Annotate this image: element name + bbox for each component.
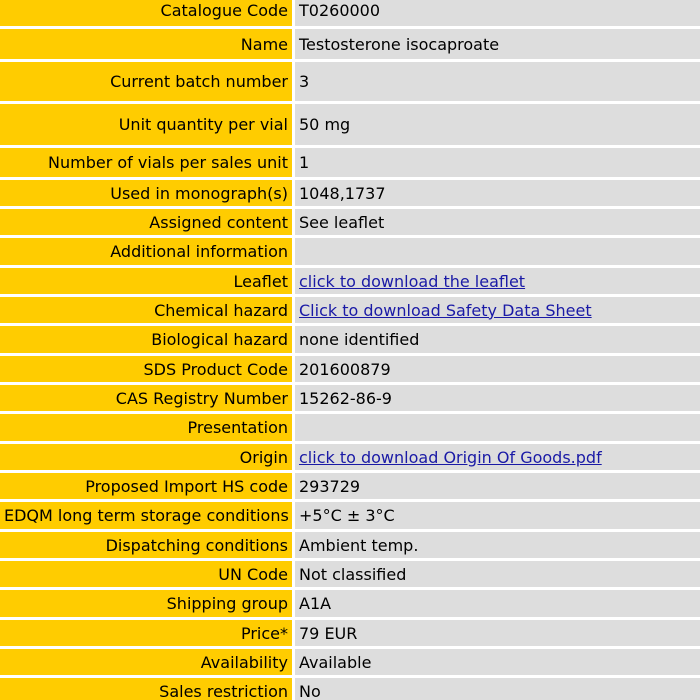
assigned-content-value: See leaflet bbox=[295, 209, 700, 238]
un-code-value: Not classified bbox=[295, 561, 700, 590]
table-row-used-in-monographs bbox=[0, 180, 700, 209]
additional-information-label: Additional information bbox=[0, 238, 295, 268]
origin-of-goods-link[interactable]: click to download Origin Of Goods.pdf bbox=[299, 447, 602, 467]
name-label: Name bbox=[0, 29, 295, 62]
sales-restriction-label: Sales restriction bbox=[0, 678, 295, 700]
table-row-additional-information bbox=[0, 238, 700, 268]
assigned-content-label: Assigned content bbox=[0, 209, 295, 238]
sds-product-code-label: SDS Product Code bbox=[0, 356, 295, 385]
proposed-import-hs-code-label: Proposed Import HS code bbox=[0, 473, 295, 502]
table-row-un-code bbox=[0, 561, 700, 590]
origin-cell bbox=[295, 444, 700, 473]
table-row-cas-registry-number bbox=[0, 385, 700, 414]
number-of-vials-value: 1 bbox=[295, 148, 700, 180]
catalogue-code-label: Catalogue Code bbox=[0, 0, 295, 29]
dispatching-conditions-label: Dispatching conditions bbox=[0, 532, 295, 561]
sales-restriction-value: No bbox=[295, 678, 700, 700]
table-row-leaflet bbox=[0, 268, 700, 297]
name-value: Testosterone isocaproate bbox=[295, 29, 700, 62]
presentation-label: Presentation bbox=[0, 414, 295, 444]
table-row-presentation bbox=[0, 414, 700, 444]
dispatching-conditions-value: Ambient temp. bbox=[295, 532, 700, 561]
table-row-catalogue-code bbox=[0, 0, 700, 29]
chemical-hazard-cell bbox=[295, 297, 700, 326]
sds-product-code-value: 201600879 bbox=[295, 356, 700, 385]
storage-conditions-label: EDQM long term storage conditions bbox=[0, 502, 295, 532]
un-code-label: UN Code bbox=[0, 561, 295, 590]
current-batch-number-value: 3 bbox=[295, 62, 700, 104]
table-row-origin bbox=[0, 444, 700, 473]
additional-information-value bbox=[295, 238, 700, 268]
presentation-value bbox=[295, 414, 700, 444]
table-row-assigned-content bbox=[0, 209, 700, 238]
leaflet-cell bbox=[295, 268, 700, 297]
table-row-current-batch-number bbox=[0, 62, 700, 104]
availability-value: Available bbox=[295, 649, 700, 678]
table-row-price bbox=[0, 620, 700, 649]
unit-quantity-per-vial-label: Unit quantity per vial bbox=[0, 104, 295, 148]
used-in-monographs-label: Used in monograph(s) bbox=[0, 180, 295, 209]
availability-label: Availability bbox=[0, 649, 295, 678]
table-row-shipping-group bbox=[0, 590, 700, 620]
proposed-import-hs-code-value: 293729 bbox=[295, 473, 700, 502]
price-value: 79 EUR bbox=[295, 620, 700, 649]
leaflet-label: Leaflet bbox=[0, 268, 295, 297]
used-in-monographs-value: 1048,1737 bbox=[295, 180, 700, 209]
table-row-biological-hazard bbox=[0, 326, 700, 356]
table-row-availability bbox=[0, 649, 700, 678]
price-label: Price* bbox=[0, 620, 295, 649]
number-of-vials-label: Number of vials per sales unit bbox=[0, 148, 295, 180]
leaflet-download-link[interactable]: click to download the leaflet bbox=[299, 271, 526, 291]
table-row-name bbox=[0, 29, 700, 62]
table-row-dispatching-conditions bbox=[0, 532, 700, 561]
catalogue-code-value: T0260000 bbox=[295, 0, 700, 29]
current-batch-number-label: Current batch number bbox=[0, 62, 295, 104]
table-row-proposed-import-hs-code bbox=[0, 473, 700, 502]
cas-registry-number-label: CAS Registry Number bbox=[0, 385, 295, 414]
storage-conditions-value: +5°C ± 3°C bbox=[295, 502, 700, 532]
table-row-chemical-hazard bbox=[0, 297, 700, 326]
biological-hazard-value: none identified bbox=[295, 326, 700, 356]
shipping-group-value: A1A bbox=[295, 590, 700, 620]
unit-quantity-per-vial-value: 50 mg bbox=[295, 104, 700, 148]
chemical-hazard-label: Chemical hazard bbox=[0, 297, 295, 326]
table-row-number-of-vials bbox=[0, 148, 700, 180]
cas-registry-number-value: 15262-86-9 bbox=[295, 385, 700, 414]
shipping-group-label: Shipping group bbox=[0, 590, 295, 620]
table-row-sales-restriction bbox=[0, 678, 700, 700]
table-row-sds-product-code bbox=[0, 356, 700, 385]
biological-hazard-label: Biological hazard bbox=[0, 326, 295, 356]
origin-label: Origin bbox=[0, 444, 295, 473]
safety-data-sheet-link[interactable]: Click to download Safety Data Sheet bbox=[299, 300, 592, 320]
table-row-unit-quantity-per-vial bbox=[0, 104, 700, 148]
table-row-storage-conditions bbox=[0, 502, 700, 532]
